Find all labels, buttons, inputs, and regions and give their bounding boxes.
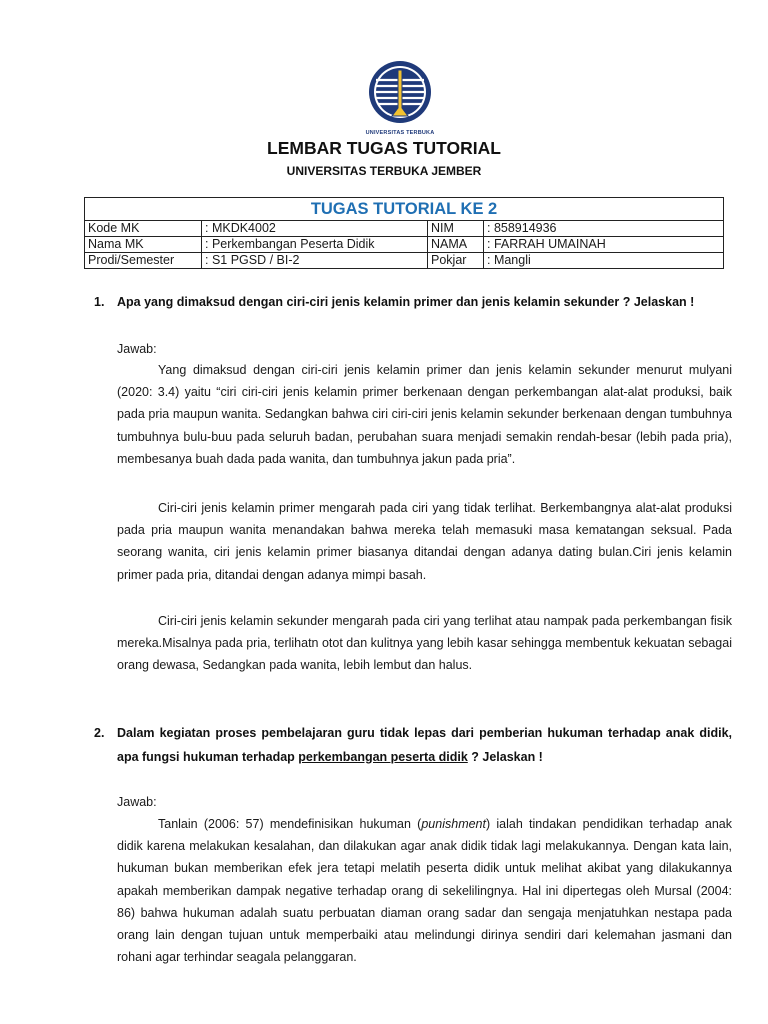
table-label: Prodi/Semester	[85, 253, 202, 269]
table-label: NAMA	[428, 237, 484, 253]
assignment-info-table	[84, 197, 724, 269]
question-number: 1.	[94, 295, 105, 309]
table-label: Nama MK	[85, 237, 202, 253]
table-value: : 858914936	[484, 221, 724, 237]
answer-label: Jawab:	[117, 795, 157, 809]
answer-paragraph: Ciri-ciri jenis kelamin sekunder mengarah pada ciri yang terlihat atau nampak pada perkembangan fisik mereka.Misalnya pada pria, terlihatn otot dan kulitnya yang lebih kasar sehingga membentuk kekuatan sebagai orang dewasa, Sedangkan pada wanita, lebih lembut dan halus.	[117, 614, 732, 673]
paragraph-text: Tanlain (2006: 57) mendefinisikan hukuman (	[158, 817, 422, 831]
table-label: Kode MK	[85, 221, 202, 237]
table-row	[85, 237, 724, 253]
university-logo	[358, 58, 442, 140]
document-title: LEMBAR TUGAS TUTORIAL	[267, 138, 501, 158]
question-text	[117, 722, 732, 769]
table-value: : Mangli	[484, 253, 724, 269]
table-row	[85, 221, 724, 237]
question-number: 2.	[94, 726, 105, 740]
table-value: : MKDK4002	[202, 221, 428, 237]
document-subtitle: UNIVERSITAS TERBUKA JEMBER	[286, 164, 482, 178]
paragraph-text: ) ialah tindakan pendidikan terhadap anak didik karena melakukan kesalahan, dan dilakukan agar anak didik tidak lagi melakukannya. Dengan kata lain, hukuman bukan memberikan efek jera tetapi melatih peserta didik untuk melihat akibat yang dilakukannya apakah memberikan dampak negative terhadap orang di sekelilingnya. Hal ini dipertegas oleh Mursal (2004: 86) bahwa hukuman adalah suatu perbuatan diaman orang sadar dan sengaja menjatuhkan nestapa pada orang lain dengan tujuan untuk memperbaiki atau melindungi dirinya sendiri dari kelemahan jasmani dan rohani agar terhindar seagala pelanggaran.	[117, 817, 732, 965]
question-text: Apa yang dimaksud dengan ciri-ciri jenis kelamin primer dan jenis kelamin sekunder ? Jelaskan !	[117, 295, 695, 309]
answer-paragraph	[117, 813, 732, 968]
question-text-part: ? Jelaskan !	[467, 749, 543, 764]
answer-paragraph: Ciri-ciri jenis kelamin primer mengarah pada ciri yang tidak terlihat. Berkembangnya alat-alat produksi pada pria maupun wanita menandakan bahwa mereka telah memasuki masa kematangan seksual. Pada seorang wanita, ciri jenis kelamin primer biasanya ditandai dengan adanya dating bulan.Ciri jenis kelamin primer pada pria, ditandai dengan adanya mimpi basah.	[117, 501, 732, 582]
table-value: : Perkembangan Peserta Didik	[202, 237, 428, 253]
paragraph-italic-term: punishment	[421, 817, 486, 831]
table-value: : FARRAH UMAINAH	[484, 237, 724, 253]
university-emblem-icon	[358, 58, 442, 130]
answer-label: Jawab:	[117, 342, 157, 356]
table-row	[85, 253, 724, 269]
logo-caption: UNIVERSITAS TERBUKA	[365, 130, 435, 136]
table-label: NIM	[428, 221, 484, 237]
answer-paragraph: Yang dimaksud dengan ciri-ciri jenis kelamin primer dan jenis kelamin sekunder menurut mulyani (2020: 3.4) yaitu “ciri ciri-ciri jenis kelamin primer berkenaan dengan perkembangan alat-alat produksi, baik pada pria maupun wanita. Sedangkan bahwa ciri ciri-ciri jenis kelamin sekunder berkenaan dengan tumbuhnya tumbuhnya bulu-buu pada seluruh badan, perubahan suara menjadi semakin rendah-besar (lebih pada pria), membesanya buah dada pada wanita, dan tumbuhnya jakun pada pria”.	[117, 363, 732, 466]
table-value: : S1 PGSD / BI-2	[202, 253, 428, 269]
question-text-part: Dalam kegiatan proses pembelajaran guru tidak lepas dari pemberian hukuman terhadap anak didik, apa fungsi hukuman terhadap	[117, 726, 732, 764]
question-underlined-term: perkembangan peserta didik	[298, 749, 468, 764]
table-label: Pokjar	[428, 253, 484, 269]
assignment-title: TUGAS TUTORIAL KE 2	[85, 198, 724, 221]
